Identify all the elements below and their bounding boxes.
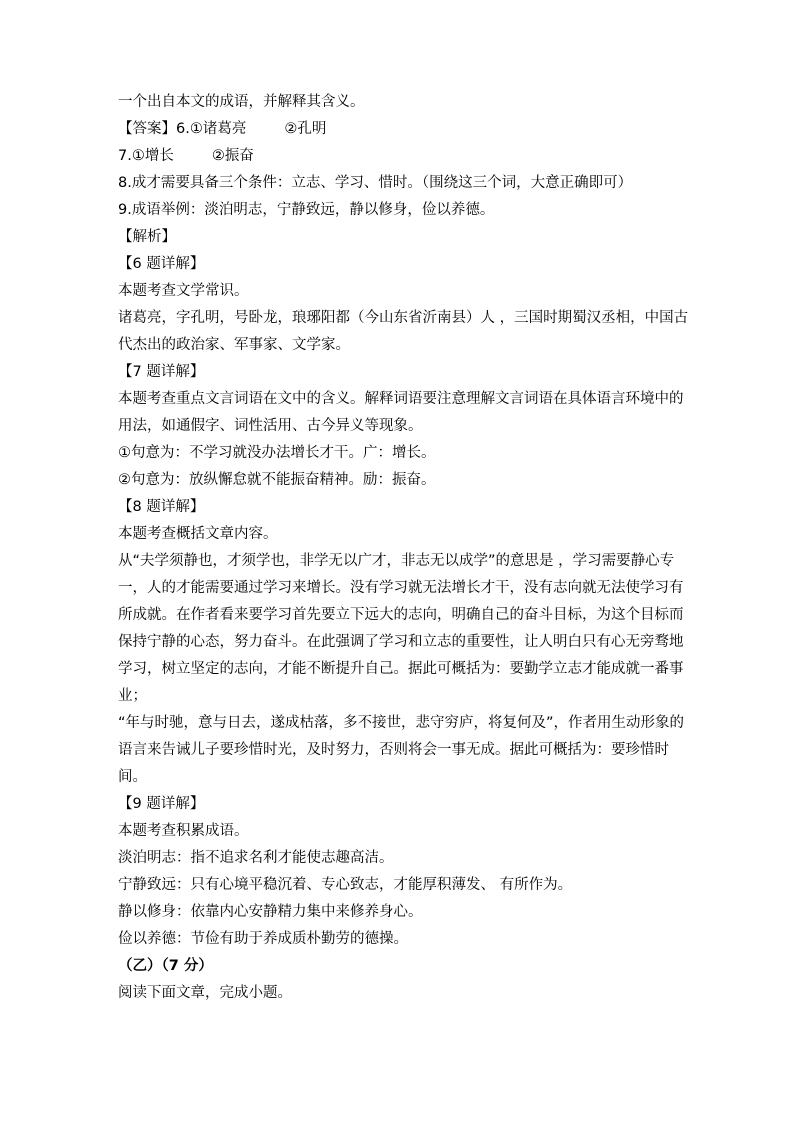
q8-heading: 【8 题详解】: [118, 499, 205, 515]
answer-7b: ②振奋: [211, 148, 254, 164]
q6-line: 代杰出的政治家、军事家、文学家。: [118, 337, 350, 353]
answer-6b: ②孔明: [284, 121, 327, 137]
answer-label: 【答案】: [118, 121, 176, 137]
q8-line: 学习，树立坚定的志向，才能不断提升自己。据此可概括为：要勤学立志才能成就一番事: [118, 661, 684, 677]
q9-line: 淡泊明志：指不追求名利才能使志趣高洁。: [118, 850, 394, 866]
q9-heading: 【9 题详解】: [118, 796, 205, 812]
question-tail: 一个出自本文的成语，并解释其含义。: [118, 94, 365, 110]
analysis-heading: 【解析】: [118, 229, 176, 245]
q8-line: 从“夫学须静也，才须学也，非学无以广才，非志无以成学”的意思是 ，学习需要静心专: [118, 553, 675, 569]
q8-line: 间。: [118, 769, 147, 785]
q6-line: 诸葛亮，字孔明，号卧龙，琅琊阳都（今山东省沂南县）人 ，三国时期蜀汉丞相，中国古: [118, 310, 689, 326]
q6-line: 本题考查文学常识。: [118, 283, 249, 299]
answer-6: [118, 116, 678, 143]
q7-heading: 【7 题详解】: [118, 364, 205, 380]
q8-line: 保持宁静的心态，努力奋斗。在此强调了学习和立志的重要性，让人明白只有心无旁骛地: [118, 634, 684, 650]
answer-7: [118, 143, 678, 170]
answer-9: 9.成语举例：淡泊明志，宁静致远，静以修身，俭以养德。: [118, 202, 495, 218]
q6-heading: 【6 题详解】: [118, 256, 205, 272]
q8-line: 语言来告诫儿子要珍惜时光，及时努力，否则将会一事无成。据此可概括为：要珍惜时: [118, 742, 669, 758]
q9-line: 静以修身：依靠内心安静精力集中来修养身心。: [118, 904, 423, 920]
q8-line: 业；: [118, 688, 147, 704]
q9-line: 俭以养德：节俭有助于养成质朴勤劳的德操。: [118, 931, 408, 947]
document-page: [118, 89, 689, 1007]
q7-line: ①句意为：不学习就没办法增长才干。广：增长。: [118, 445, 436, 461]
answer-6a: 6.①诸葛亮: [176, 121, 247, 137]
section-b-heading: （乙）（7 分）: [118, 958, 213, 974]
q7-line: ②句意为：放纵懈怠就不能振奋精神。励：振奋。: [118, 472, 436, 488]
q8-line: “年与时驰，意与日去，遂成枯落，多不接世，悲守穷庐，将复何及”，作者用生动形象的: [118, 715, 685, 731]
answer-8: 8.成才需要具备三个条件：立志、学习、惜时。（围绕这三个词，大意正确即可）: [118, 175, 633, 191]
section-b-instruction: 阅读下面文章，完成小题。: [118, 985, 292, 1001]
q8-line: 本题考查概括文章内容。: [118, 526, 278, 542]
answer-7a: 7.①增长: [118, 148, 174, 164]
q9-line: 宁静致远：只有心境平稳沉着、专心致志，才能厚积薄发、 有所作为。: [118, 877, 573, 893]
q8-line: 所成就。在作者看来要学习首先要立下远大的志向，明确自己的奋斗目标，为这个目标而: [118, 607, 684, 623]
q7-line: 本题考查重点文言词语在文中的含义。解释词语要注意理解文言词语在具体语言环境中的: [118, 391, 684, 407]
q8-line: 一，人的才能需要通过学习来增长。没有学习就无法增长才干，没有志向就无法使学习有: [118, 580, 684, 596]
q7-line: 用法，如通假字、词性活用、古今异义等现象。: [118, 418, 423, 434]
q9-line: 本题考查积累成语。: [118, 823, 249, 839]
